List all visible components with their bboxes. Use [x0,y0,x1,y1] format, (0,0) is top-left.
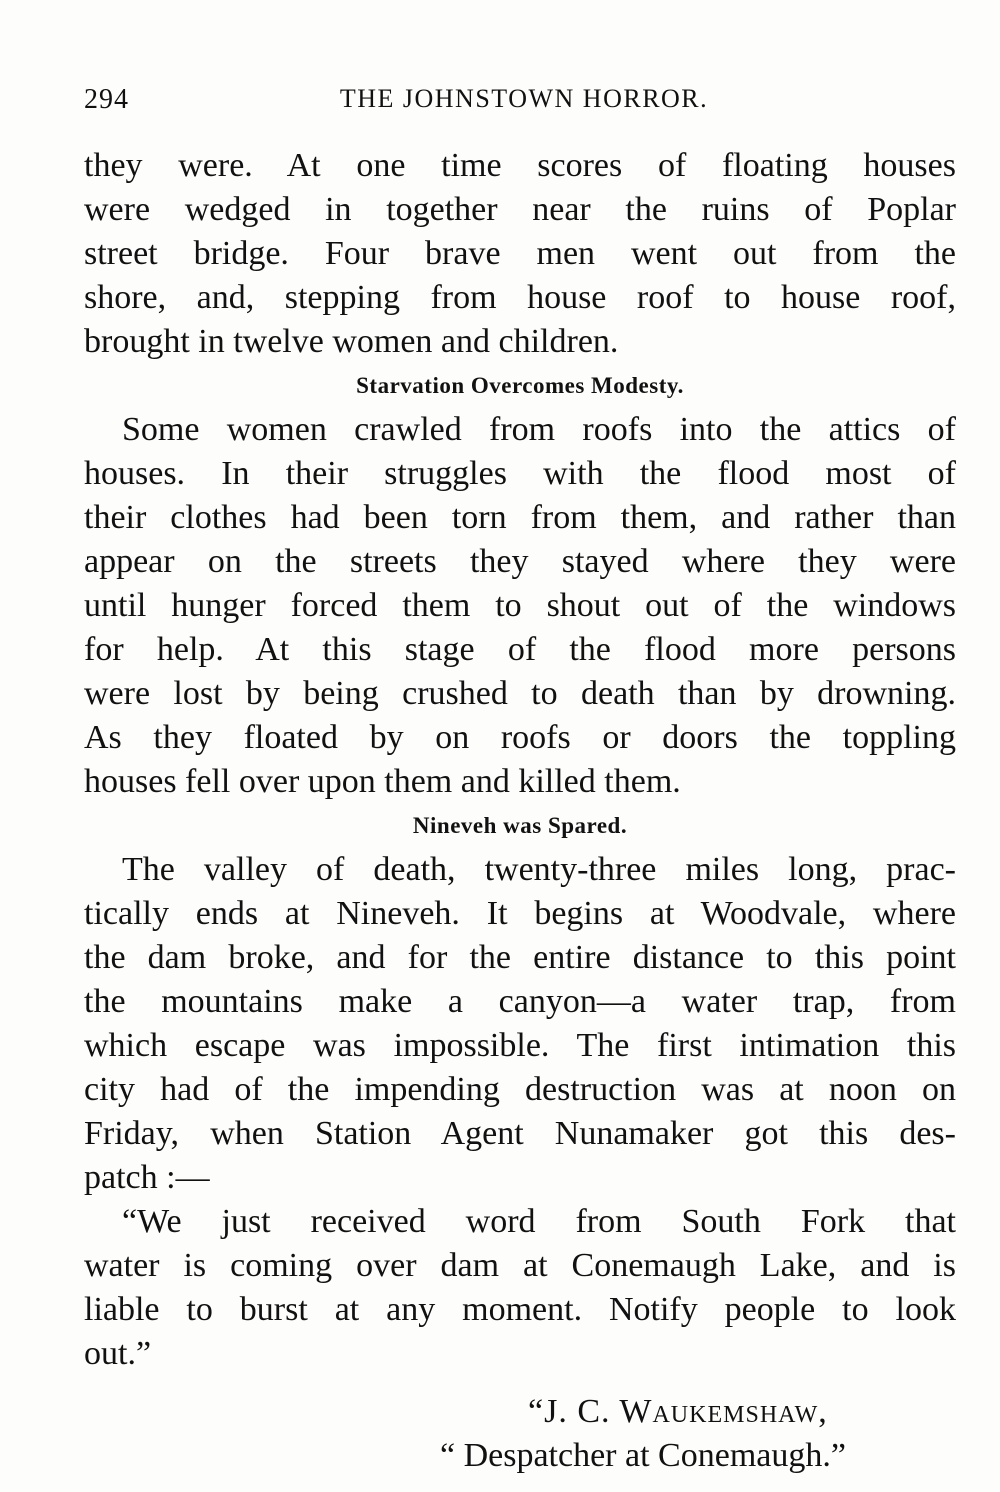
quote-line: out.” [84,1335,152,1372]
signature-name: “J. C. Waukemshaw, [528,1393,828,1430]
text-line: The valley of death, twenty-three miles long, prac- [122,851,956,888]
text-line: shore, and, stepping from house roof to house roof, [84,279,956,316]
section-heading-starvation: Starvation Overcomes Modesty. [356,373,684,398]
text-line: patch :— [84,1159,210,1196]
text-line: for help. At this stage of the flood more persons [84,631,956,668]
quote-line: “We just received word from South Fork that [122,1203,956,1240]
text-line: Some women crawled from roofs into the attics of [122,411,956,448]
text-line: which escape was impossible. The first intimation this [84,1027,956,1064]
page-number: 294 [84,84,129,115]
text-line: they were. At one time scores of floating houses [84,147,956,184]
text-line: houses. In their struggles with the flood most of [84,455,956,492]
text-line: were wedged in together near the ruins of Poplar [84,191,956,228]
text-line: brought in twelve women and children. [84,323,619,360]
running-head [84,78,956,118]
text-line: city had of the impending destruction was at noon on [84,1071,956,1108]
text-line: the mountains make a canyon—a water trap, from [84,983,956,1020]
text-line: their clothes had been torn from them, and rather than [84,499,956,536]
text-line: As they floated by on roofs or doors the toppling [84,719,956,756]
text-line: street bridge. Four brave men went out from the [84,235,956,272]
quote-line: liable to burst at any moment. Notify people to look [84,1291,956,1328]
text-line: were lost by being crushed to death than by drowning. [84,675,956,712]
signature-block [84,1390,956,1478]
running-title: THE JOHNSTOWN HORROR. [339,84,709,113]
text-line: tically ends at Nineveh. It begins at Woodvale, where [84,895,956,932]
quote-line: water is coming over dam at Conemaugh Lake, and is [84,1247,956,1284]
text-line: until hunger forced them to shout out of the windows [84,587,956,624]
text-line: houses fell over upon them and killed them. [84,763,681,800]
paragraph-intro [84,144,956,1376]
signature-title: “ Despatcher at Conemaugh.” [440,1437,846,1474]
text-line: Friday, when Station Agent Nunamaker got this des- [84,1115,956,1152]
text-line: appear on the streets they stayed where they were [84,543,956,580]
section-heading-nineveh: Nineveh was Spared. [412,813,628,838]
text-line: the dam broke, and for the entire distance to this point [84,939,956,976]
